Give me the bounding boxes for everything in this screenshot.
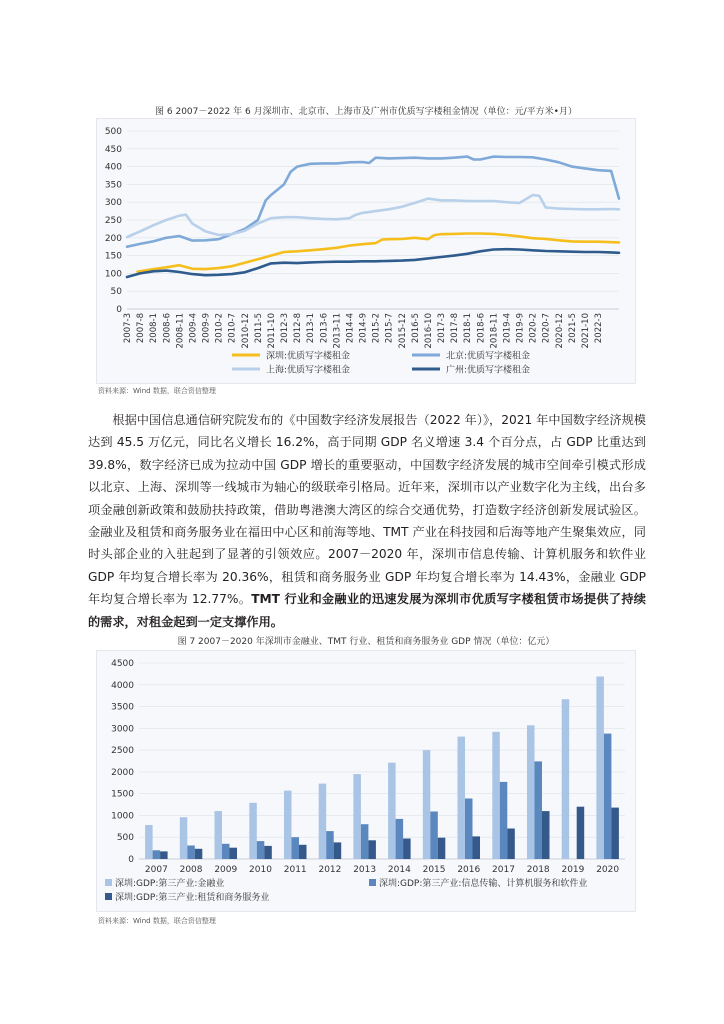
y-tick-label: 1000	[111, 811, 134, 822]
bar	[388, 763, 396, 859]
figure6-chart	[96, 118, 636, 384]
x-tick-label: 2016-5	[410, 313, 421, 344]
y-tick-label: 400	[104, 162, 122, 173]
bar	[326, 831, 334, 859]
x-tick-label: 2018	[526, 865, 550, 875]
x-tick-label: 2013-6	[319, 313, 330, 344]
x-tick-label: 2018-6	[476, 313, 487, 344]
bar	[334, 842, 342, 859]
legend-label: 上海:优质写字楼租金	[266, 365, 351, 376]
x-tick-label: 2014-4	[345, 313, 356, 344]
bar	[507, 829, 515, 860]
legend-label: 深圳:GDP:第三产业:信息传输、计算机服务和软件业	[379, 879, 588, 889]
x-tick-label: 2010-7	[227, 313, 238, 344]
bar	[160, 851, 168, 859]
y-tick-label: 250	[104, 216, 122, 226]
x-tick-label: 2015-7	[384, 313, 395, 344]
x-tick-label: 2020-12	[554, 313, 565, 349]
x-tick-label: 2011	[283, 865, 307, 875]
x-tick-label: 2009-4	[188, 313, 199, 344]
figure6-source: 资料来源：Wind 数据，联合资信整理	[98, 387, 216, 395]
legend-label: 深圳:GDP:第三产业:金融业	[115, 879, 225, 889]
bar	[500, 782, 508, 859]
y-tick-label: 2500	[111, 746, 134, 757]
figure7-chart	[96, 650, 636, 912]
rent-line-chart	[97, 119, 635, 383]
bar	[458, 737, 466, 859]
y-tick-label: 2000	[111, 767, 134, 778]
bar	[180, 817, 188, 859]
bar	[604, 734, 612, 859]
x-tick-label: 2016	[457, 865, 481, 875]
y-tick-label: 4500	[111, 659, 134, 669]
x-tick-label: 2021-5	[567, 313, 578, 344]
x-tick-label: 2019-9	[515, 313, 526, 344]
figure7-caption: 图 7 2007－2020 年深圳市金融业、TMT 行业、租赁和商务服务业 GDP 情况（单位：亿元）	[177, 637, 555, 647]
bar	[562, 699, 570, 859]
bar	[423, 750, 431, 859]
bar	[215, 811, 223, 859]
x-tick-label: 2013	[353, 865, 377, 875]
y-tick-label: 1500	[111, 789, 134, 800]
bar	[353, 774, 361, 859]
x-tick-label: 2010	[249, 865, 272, 875]
x-tick-label: 2011-10	[266, 313, 277, 349]
bar	[473, 836, 481, 859]
x-tick-label: 2020	[596, 865, 620, 875]
bar	[195, 849, 203, 859]
x-tick-label: 2008-1	[149, 313, 160, 344]
series-line	[127, 195, 619, 237]
bar	[611, 808, 619, 859]
y-tick-label: 500	[116, 833, 134, 844]
body-paragraph	[88, 409, 646, 633]
bar	[319, 784, 327, 859]
x-tick-label: 2015-12	[397, 313, 408, 349]
bar	[535, 761, 543, 859]
y-tick-label: 50	[110, 287, 122, 298]
y-tick-label: 0	[116, 305, 122, 315]
x-tick-label: 2018-11	[489, 313, 500, 349]
bar	[492, 732, 500, 859]
x-tick-label: 2017-8	[450, 313, 461, 344]
legend-label: 深圳:优质写字楼租金	[266, 351, 351, 362]
y-tick-label: 100	[104, 269, 122, 280]
x-tick-label: 2015-2	[371, 313, 382, 344]
y-tick-label: 350	[104, 180, 122, 191]
x-tick-label: 2021-10	[580, 313, 591, 349]
x-tick-label: 2012	[318, 865, 342, 875]
series-line	[127, 157, 619, 247]
bar	[257, 841, 265, 859]
bar	[403, 839, 411, 860]
x-tick-label: 2010-12	[240, 313, 251, 349]
y-tick-label: 450	[104, 144, 122, 155]
bar	[542, 811, 550, 859]
legend-label: 北京:优质写字楼租金	[446, 351, 531, 362]
bar	[596, 677, 604, 860]
x-tick-label: 2009-9	[201, 313, 212, 344]
legend-label: 广州:优质写字楼租金	[446, 365, 531, 376]
bar	[284, 791, 292, 859]
x-tick-label: 2018-1	[463, 313, 474, 344]
y-tick-label: 300	[104, 198, 122, 209]
legend-swatch	[105, 893, 112, 900]
x-tick-label: 2019-4	[502, 313, 513, 344]
x-tick-label: 2012-8	[293, 313, 304, 344]
x-tick-label: 2015	[422, 865, 446, 875]
x-tick-label: 2007-3	[123, 313, 133, 344]
bar	[465, 799, 473, 860]
x-tick-label: 2014	[387, 865, 411, 875]
x-tick-label: 2008-6	[162, 313, 173, 344]
x-tick-label: 2009	[214, 865, 238, 875]
x-tick-label: 2008	[179, 865, 203, 875]
x-tick-label: 2020-7	[541, 313, 552, 344]
x-tick-label: 2013-1	[306, 313, 317, 344]
bar	[145, 825, 153, 859]
x-tick-label: 2016-10	[423, 313, 434, 349]
legend-swatch	[105, 879, 112, 886]
y-tick-label: 200	[104, 233, 122, 244]
bar	[187, 846, 195, 860]
y-tick-label: 3500	[111, 702, 134, 713]
bar	[230, 848, 238, 859]
y-tick-label: 4000	[111, 680, 134, 691]
x-tick-label: 2011-5	[253, 313, 264, 344]
x-tick-label: 2013-11	[332, 313, 343, 349]
y-tick-label: 150	[104, 251, 122, 262]
series-line	[127, 249, 619, 277]
bar	[264, 846, 272, 859]
x-tick-label: 2007-8	[136, 313, 147, 344]
x-tick-label: 2007	[144, 865, 168, 875]
x-tick-label: 2008-11	[175, 313, 186, 349]
bar	[292, 837, 300, 859]
x-tick-label: 2022-3	[594, 313, 605, 344]
bar	[527, 725, 535, 859]
y-tick-label: 500	[104, 127, 122, 137]
x-tick-label: 2017-3	[437, 313, 448, 344]
bar	[577, 807, 585, 859]
bar	[361, 824, 369, 859]
x-tick-label: 2010-2	[214, 313, 225, 344]
gdp-bar-chart	[97, 651, 635, 911]
bar	[299, 845, 307, 859]
x-tick-label: 2017	[492, 865, 515, 875]
bar	[430, 812, 438, 860]
x-tick-label: 2020-2	[528, 313, 539, 344]
bar	[438, 838, 446, 859]
legend-swatch	[369, 879, 376, 886]
bar	[396, 819, 404, 859]
y-tick-label: 0	[128, 855, 134, 865]
x-tick-label: 2014-9	[358, 313, 369, 344]
y-tick-label: 3000	[111, 724, 134, 735]
bar	[368, 840, 376, 859]
figure7-source: 资料来源：Wind 数据，联合资信整理	[98, 917, 216, 925]
x-tick-label: 2019	[561, 865, 585, 875]
paragraph-conclusion: TMT 行业和金融业的迅速发展为深圳市优质写字楼租赁市场提供了持续的需求，对租金起到一定支撑作用。	[88, 592, 646, 629]
bar	[249, 803, 256, 859]
paragraph-text: 根据中国信息通信研究院发布的《中国数字经济发展报告（2022 年）》，2021 年中国数字经济规模达到 45.5 万亿元，同比名义增长 16.2%，高于同期 GDP 名义增速 3.4 个百分点，占 GDP 比重达到 39.8%，数字经济已成为拉动中国 GDP 增长的重要驱动，中国数字经济发展的城市空间牵引模式形成以北京、上海、深圳等一线城市为轴心的级联牵引格局。近年来，深圳市以产业数字化为主线，出台多项金融创新政策和鼓励扶持政策，借助粤港澳大湾区的综合交通优势，打造数字经济创新发展试验区。金融业及租赁和商务服务业在福田中心区和前海等地、TMT 产业在科技园和后海等地产生聚集效应，同时头部企业的入驻起到了显著的引领效应。2007－2020 年，深圳市信息传输、计算机服务和软件业 GDP 年均复合增长率为 20.36%，租赁和商务服务业 GDP 年均复合增长率为 14.43%，金融业 GDP 年均复合增长率为 12.77%。	[88, 413, 646, 607]
x-tick-label: 2012-3	[280, 313, 291, 344]
bar	[153, 850, 161, 859]
bar	[222, 844, 230, 859]
figure6-caption: 图 6 2007－2022 年 6 月深圳市、北京市、上海市及广州市优质写字楼租金情况（单位：元/平方米•月）	[155, 107, 577, 117]
legend-label: 深圳:GDP:第三产业:租赁和商务服务业	[115, 893, 270, 903]
